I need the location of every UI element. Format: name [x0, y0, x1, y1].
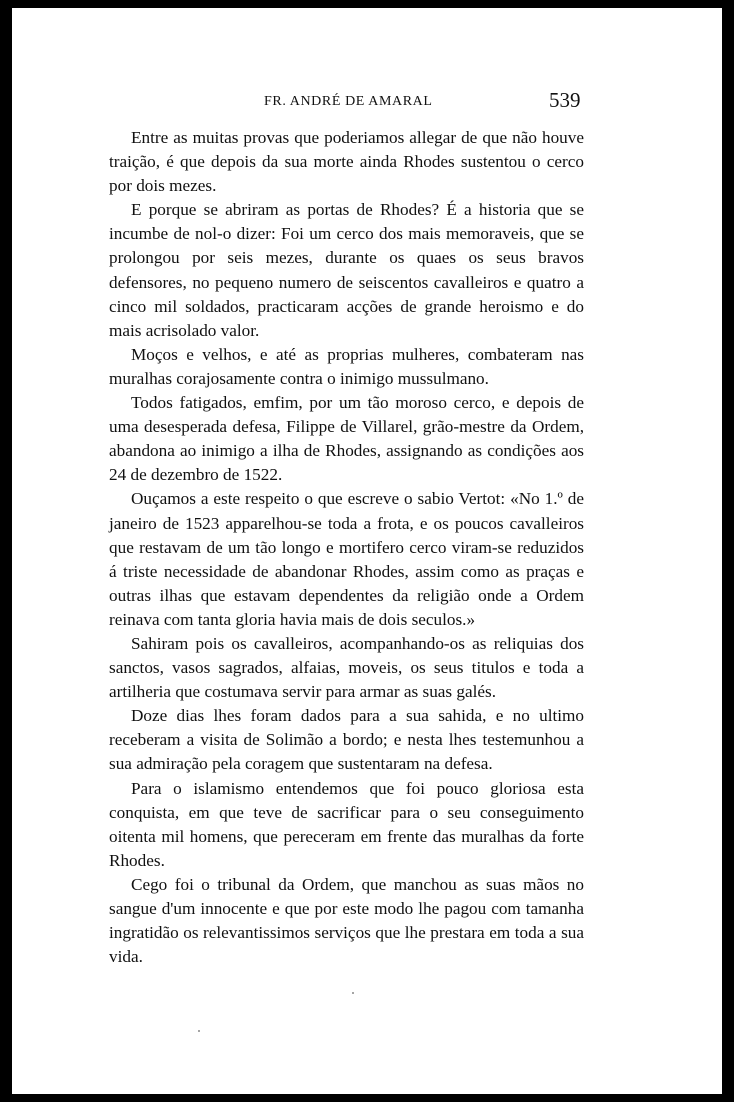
paragraph-8: Para o islamismo entendemos que foi pouco gloriosa esta conquista, em que teve de sacrificar para o seu conseguimento oitenta mil homens, que pereceram em frente das muralhas da forte Rhodes.	[109, 778, 584, 870]
page-header	[12, 88, 722, 118]
paragraph-4: Todos fatigados, emfim, por um tão moroso cerco, e depois de uma desesperada defesa, Filippe de Villarel, grão-mestre da Ordem, abandona ao inimigo a ilha de Rhodes, assignando as condições aos 24 de dezembro de 1522.	[109, 393, 584, 485]
paper-speck	[352, 992, 354, 994]
paragraph-6: Sahiram pois os cavalleiros, acompanhando-os as reliquias dos sanctos, vasos sagrados, alfaias, moveis, os seus titulos e toda a artilheria que costumava servir para armar as suas galés.	[109, 633, 584, 702]
paragraph-1: Entre as muitas provas que poderiamos allegar de que não houve traição, é que depois da sua morte ainda Rhodes sustentou o cerco por dois mezes.	[109, 128, 584, 196]
paragraph-7: Doze dias lhes foram dados para a sua sahida, e no ultimo receberam a visita de Solimão a bordo; e nesta lhes testemunhou a sua admiração pela coragem que sustentaram na defesa.	[109, 706, 584, 774]
paper-speck	[198, 1030, 200, 1032]
body-text	[109, 126, 584, 969]
running-head: FR. ANDRÉ DE AMARAL	[264, 94, 433, 109]
paragraph-3: Moços e velhos, e até as proprias mulheres, combateram nas muralhas corajosamente contra o inimigo mussulmano.	[109, 344, 584, 388]
book-page	[12, 8, 722, 1094]
paragraph-2: E porque se abriram as portas de Rhodes? É a historia que se incumbe de nol-o dizer: Foi um cerco dos mais memoraveis, que se prolongou por seis mezes, durante os quaes os seus bravos defensores, no pequeno numero de seiscentos cavalleiros e quatro a cinco mil soldados, practicaram acções de grande heroismo e do mais acrisolado valor.	[109, 200, 584, 340]
page-number: 539	[549, 88, 581, 112]
paragraph-9: Cego foi o tribunal da Ordem, que manchou as suas mãos no sangue d'um innocente e que por este modo lhe pagou com tamanha ingratidão os relevantissimos serviços que lhe prestara em toda a sua vida.	[109, 874, 584, 967]
paragraph-5: Ouçamos a este respeito o que escreve o sabio Vertot: «No 1.º de janeiro de 1523 apparelhou-se toda a frota, e os poucos cavalleiros que restavam de um tão longo e mortifero cerco viram-se reduzidos á triste necessidade de abandonar Rhodes, assim como as praças e outras ilhas que estavam dependentes da religião onde a Ordem reinava com tanta gloria havia mais de dois seculos.»	[109, 489, 584, 629]
